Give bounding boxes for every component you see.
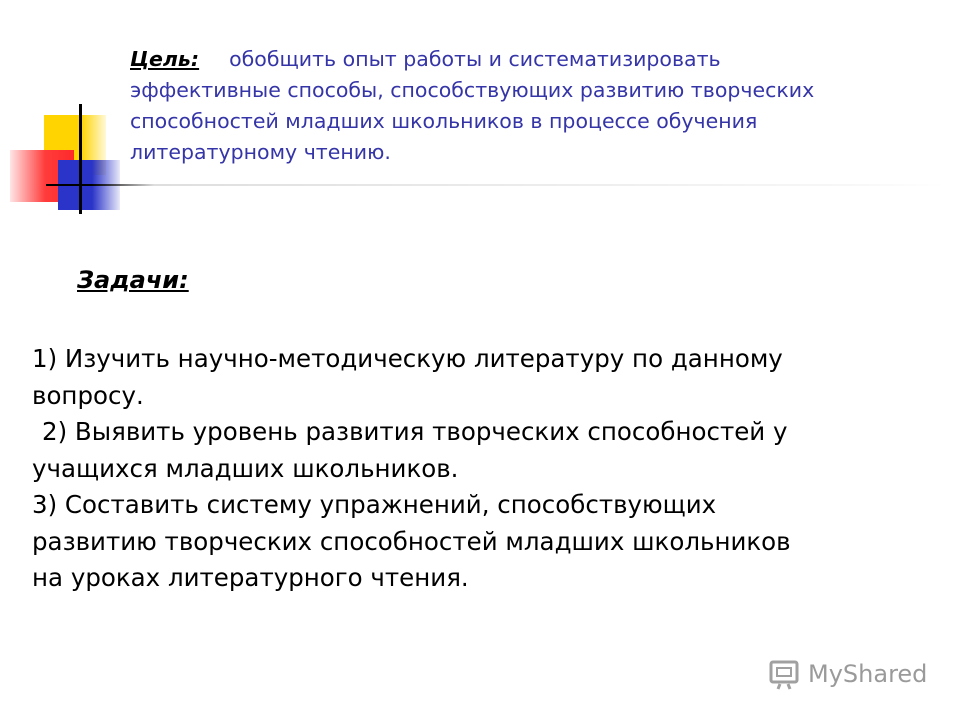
goal-line-3: способностей младших школьников в процессе обучения: [130, 109, 758, 133]
task-line: 3) Составить систему упражнений, способствующих: [32, 490, 717, 519]
decorative-squares: [0, 0, 140, 230]
vertical-line: [79, 104, 82, 214]
tasks-list: [32, 341, 932, 597]
task-line: 2) Выявить уровень развития творческих способностей у: [42, 417, 788, 446]
task-line: на уроках литературного чтения.: [32, 563, 469, 592]
goal-line-1: [130, 44, 930, 75]
watermark-text: MyShared: [808, 660, 928, 688]
goal-label: Цель:: [130, 47, 200, 71]
task-line: развитию творческих способностей младших школьников: [32, 526, 791, 556]
goal-line-2: эффективные способы, способствующих развитию творческих: [130, 78, 815, 102]
task-line: 1) Изучить научно-методическую литературу по данному: [32, 344, 783, 373]
watermark: [768, 657, 927, 691]
task-line: вопросу.: [32, 380, 144, 410]
goal-block: [130, 44, 930, 168]
tasks-title: Задачи:: [77, 266, 189, 294]
task-line: учащихся младших школьников.: [32, 453, 459, 483]
myshared-logo-icon: [768, 658, 804, 690]
horizontal-divider: [46, 184, 946, 186]
goal-text-1: обобщить опыт работы и систематизировать: [229, 47, 721, 71]
goal-line-4: литературному чтению.: [130, 140, 391, 164]
